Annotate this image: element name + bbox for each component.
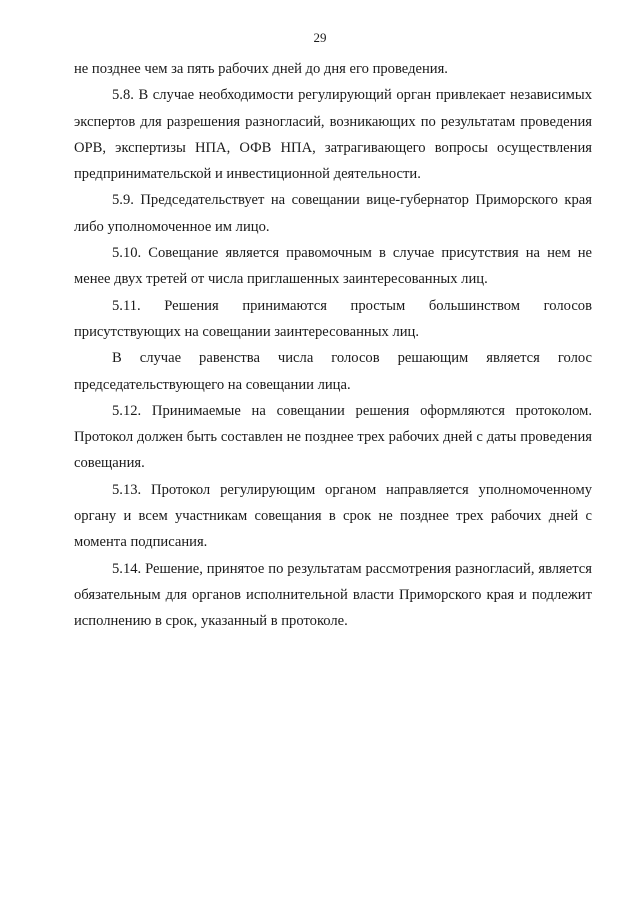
paragraph-5-11: 5.11. Решения принимаются простым большинством голосов присутствующих на совещании заинтересованных лиц.: [74, 297, 592, 340]
paragraph-5-8: 5.8. В случае необходимости регулирующий орган привлекает независимых экспертов для разрешения разногласий, возникающих по результатам проведения ОРВ, экспертизы НПА, ОФВ НПА, затрагивающего вопросы осуществления предпринимательской и инвестиционной деятельности.: [74, 87, 592, 183]
paragraph-tie-vote: В случае равенства числа голосов решающим является голос председательствующего на совещании лица.: [74, 350, 592, 393]
paragraph-5-12: 5.12. Принимаемые на совещании решения оформляются протоколом. Протокол должен быть составлен не позднее трех рабочих дней с даты проведения совещания.: [74, 402, 592, 472]
paragraph-5-9: 5.9. Председательствует на совещании вице-губернатор Приморского края либо уполномоченное им лицо.: [74, 192, 592, 235]
paragraph-5-14: 5.14. Решение, принятое по результатам рассмотрения разногласий, является обязательным для органов исполнительной власти Приморского края и подлежит исполнению в срок, указанный в протоколе.: [74, 560, 592, 630]
document-body: [74, 56, 592, 635]
paragraph-continuation: не позднее чем за пять рабочих дней до дня его проведения.: [74, 61, 448, 77]
page-number: 29: [313, 30, 327, 45]
paragraph-5-10: 5.10. Совещание является правомочным в случае присутствия на нем не менее двух третей от числа приглашенных заинтересованных лиц.: [74, 245, 592, 288]
paragraph-5-13: 5.13. Протокол регулирующим органом направляется уполномоченному органу и всем участникам совещания в срок не позднее трех рабочих дней с момента подписания.: [74, 481, 592, 551]
